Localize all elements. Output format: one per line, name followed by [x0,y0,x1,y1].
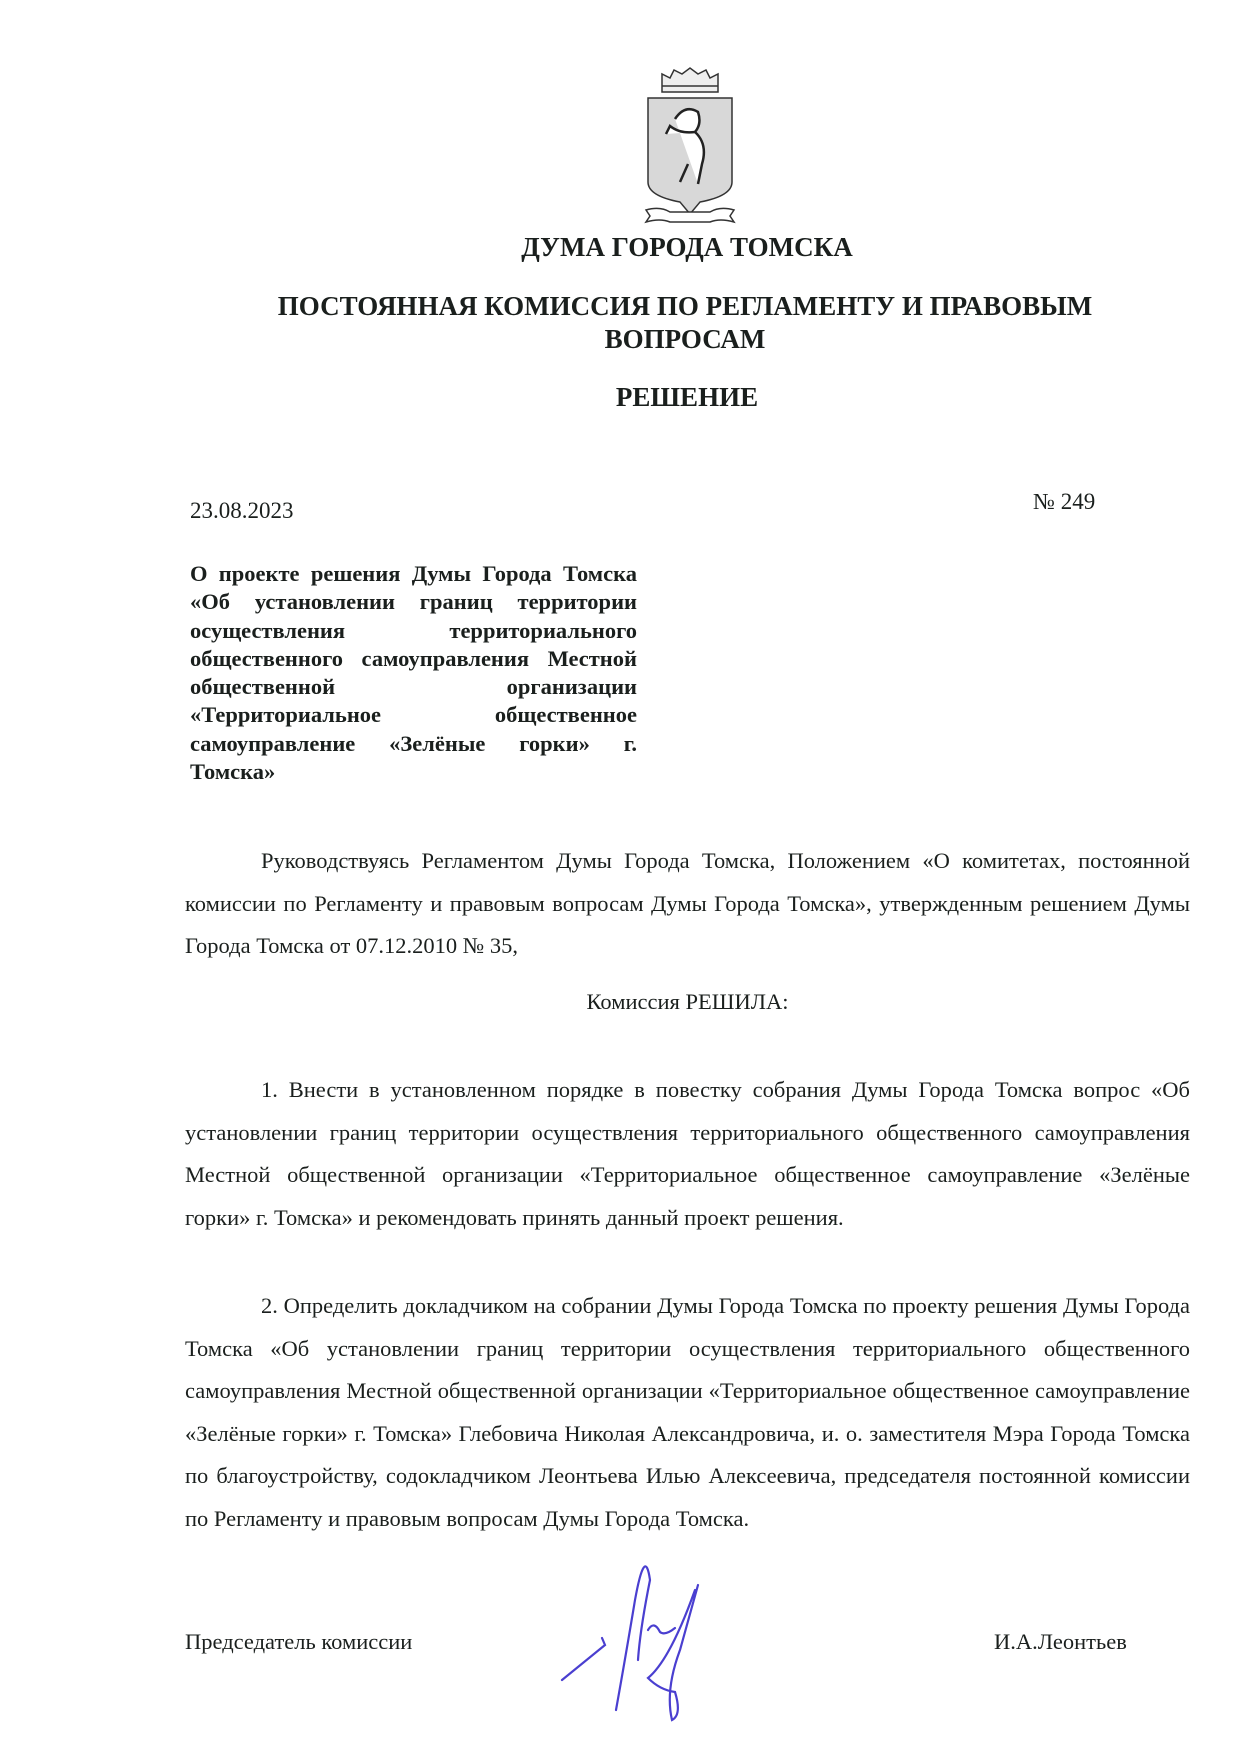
city-coat-of-arms-emblem [640,64,740,226]
decision-item-1: 1. Внести в установленном порядке в повестку собрания Думы Города Томска вопрос «Об установлении границ территории осуществления территориального общественного самоуправления Местной общественной организации «Территориальное общественное самоуправление «Зелёные горки» г. Томска» и рекомендовать принять данный проект решения. [185,1077,1190,1230]
commission-title: ПОСТОЯННАЯ КОМИССИЯ ПО РЕГЛАМЕНТУ И ПРАВОВЫМ ВОПРОСАМ [277,291,1093,354]
handwritten-signature [550,1540,780,1740]
document-date: 23.08.2023 [190,498,294,523]
document-subject: О проекте решения Думы Города Томска «Об установлении границ территории осуществления территориального общественного самоуправления Местной общественной организации «Территориальное общественное самоуправление «Зелёные горки» г. Томска» [190,561,637,785]
signatory-name: И.А.Леонтьев [994,1629,1127,1654]
preamble-paragraph: Руководствуясь Регламентом Думы Города Томска, Положением «О комитетах, постоянной комиссии по Регламенту и правовым вопросам Думы Города Томска», утвержденным решением Думы Города Томска от 07.12.2010 № 35, [185,848,1190,958]
organization-title: ДУМА ГОРОДА ТОМСКА [521,232,853,262]
decision-heading: Комиссия РЕШИЛА: [586,989,789,1014]
signatory-position: Председатель комиссии [185,1629,413,1654]
decision-item-2: 2. Определить докладчиком на собрании Думы Города Томска по проекту решения Думы Города Томска «Об установлении границ территории осуществления территориального общественного самоуправления Местной общественной организации «Территориальное общественное самоуправление «Зелёные горки» г. Томска» Глебовича Николая Александровича, и. о. заместителя Мэра Города Томска по благоустройству, содокладчиком Леонтьева Илью Алексеевича, председателя постоянной комиссии по Регламенту и правовым вопросам Думы Города Томска. [185,1293,1190,1531]
document-number: № 249 [1033,489,1096,514]
document-type: РЕШЕНИЕ [615,382,759,412]
